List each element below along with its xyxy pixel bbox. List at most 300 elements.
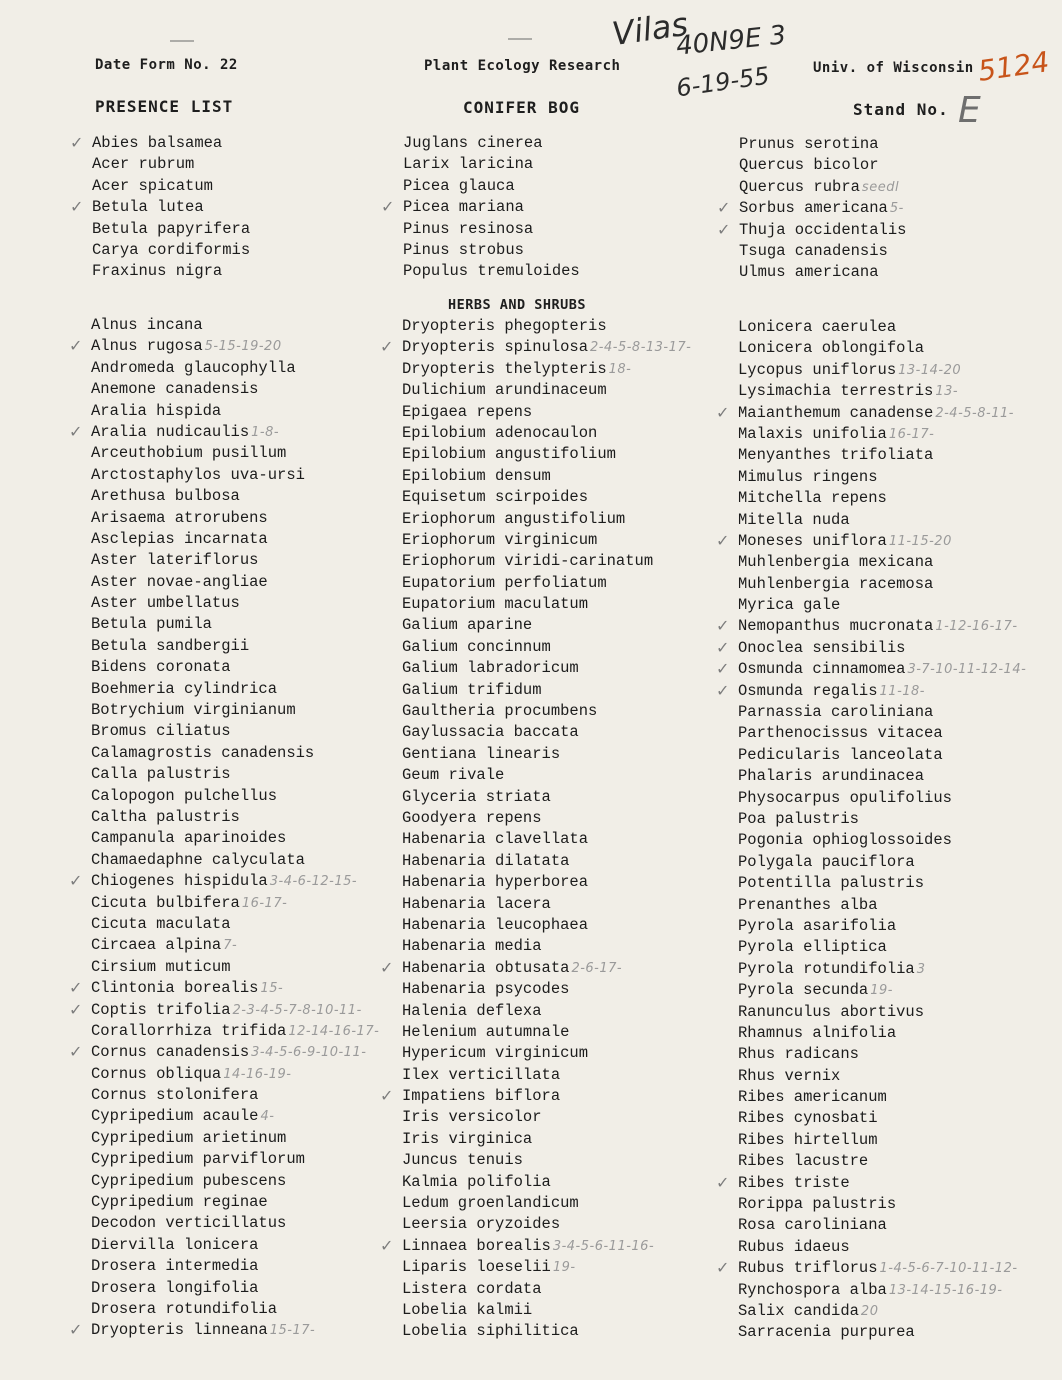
species-row [738,488,1026,509]
species-name: Clintonia borealis [91,979,259,998]
species-name: Pedicularis lanceolata [738,745,943,764]
species-name: Pinus resinosa [403,219,534,238]
species-row [91,743,379,764]
handwritten-stand-numbers: 4- [260,1109,275,1125]
species-name: Dryopteris spinulosa [402,338,589,357]
species-name: Lycopus uniflorus [738,360,897,379]
species-name: Moneses uniflora [738,531,887,550]
species-name: Iris virginica [402,1129,533,1148]
species-name: Malaxis unifolia [738,424,887,443]
species-name: Mitella nuda [738,510,850,529]
species-name: Rynchospora alba [738,1280,887,1299]
species-name: Ribes americanum [738,1088,887,1107]
species-row [91,401,379,422]
species-name: Liparis loeselii [402,1258,551,1277]
species-name: Larix laricina [403,155,534,174]
species-name: Habenaria media [402,937,542,956]
check-mark-icon: ✓ [380,337,394,357]
species-name: Pyrola elliptica [738,938,887,957]
species-row [91,850,379,871]
species-row [380,957,691,979]
species-row [738,788,1026,809]
species-row [738,595,1026,616]
species-row [738,360,1026,381]
species-name: Picea mariana [403,198,524,217]
species-name: Coptis trifolia [91,1000,231,1019]
species-row [402,1129,691,1150]
species-row [91,679,379,700]
species-row [402,380,691,401]
species-row [91,935,379,956]
species-row [402,615,691,636]
species-name: Menyanthes trifoliata [738,446,934,465]
species-row [402,1193,691,1214]
species-row [402,680,691,701]
handwritten-stand-numbers: 1-4-5-6-7-10-11-12- [879,1261,1018,1277]
species-row [738,317,1026,338]
species-name: Quercus bicolor [739,156,879,175]
stand-number-label: Stand No. [853,100,949,119]
species-row [716,402,1026,424]
species-row [402,423,691,444]
handwritten-stand-numbers: seedl [861,179,900,195]
species-row [402,1172,691,1193]
species-row [70,197,250,218]
species-row [402,551,691,572]
check-mark-icon: ✓ [69,1320,83,1340]
species-row [402,1300,691,1321]
species-name: Prunus serotina [739,135,879,153]
handwritten-stand-numbers: 2-4-5-8-11- [935,405,1014,421]
species-row [92,176,250,197]
form-number: Date Form No. 22 [95,57,238,73]
species-row [69,336,379,357]
species-row [91,1149,379,1170]
species-name: Carya cordiformis [92,240,251,259]
species-row [91,1128,379,1149]
species-row [91,379,379,400]
species-name: Epigaea repens [402,402,533,421]
species-row [402,851,691,872]
species-row [91,807,379,828]
species-name: Cypripedium parviflorum [91,1150,305,1169]
species-row [92,240,250,261]
species-name: Helenium autumnale [402,1022,570,1041]
handwritten-catalog-number: 5124 [976,45,1052,88]
species-name: Kalmia polifolia [402,1172,551,1191]
species-name: Epilobium angustifolium [402,445,616,464]
species-row [91,1171,379,1192]
species-name: Rosa caroliniana [738,1216,887,1235]
species-row [716,659,1027,680]
species-row [91,1256,379,1277]
species-name: Aralia nudicaulis [91,422,250,441]
species-name: Aster lateriflorus [91,551,259,570]
handwritten-stand-numbers: 12-14-16-17- [288,1023,380,1039]
species-name: Osmunda regalis [738,681,878,700]
species-name: Cicuta maculata [91,914,231,933]
check-mark-icon: ✓ [716,1172,730,1192]
species-row [402,872,691,893]
species-row [739,155,906,176]
check-mark-icon: ✓ [380,957,394,977]
handwritten-stand-numbers: 13-14-15-16-19- [888,1282,1003,1298]
species-name: Drosera rotundifolia [91,1299,278,1318]
species-name: Rorippa palustris [738,1195,897,1214]
species-name: Lobelia kalmii [402,1300,533,1319]
species-row [402,744,691,765]
species-name: Dryopteris thelypteris [402,359,607,378]
species-name: Muhlenbergia racemosa [738,574,934,593]
species-row [738,1108,1026,1129]
species-row [738,424,1026,445]
check-mark-icon: ✓ [716,1258,730,1278]
herbs-shrubs-heading: HERBS AND SHRUBS [448,297,587,313]
species-row [402,1065,691,1086]
species-name: Parnassia caroliniana [738,703,934,722]
species-row [402,787,691,808]
species-name: Arctostaphylos uva-ursi [91,465,305,484]
species-row [738,895,1026,916]
handwritten-stand-numbers: 1-8- [251,424,280,440]
species-row [738,766,1026,787]
species-name: Maianthemum canadense [738,403,934,422]
species-row [380,337,692,358]
species-row [738,552,1026,573]
handwritten-stand-numbers: 15- [260,981,284,997]
species-row [402,829,691,850]
species-name: Juncus tenuis [402,1151,523,1170]
species-row [738,1066,1026,1087]
handwritten-stand-numbers: 3 [916,961,926,977]
species-row [91,1278,379,1299]
herbs-column-1 [69,315,380,1342]
species-row [91,1106,379,1127]
handwritten-stand-numbers: 14-16-19- [223,1066,292,1082]
species-name: Aster novae-angliae [91,572,268,591]
species-row [402,316,691,337]
species-name: Eriophorum angustifolium [402,509,626,528]
check-mark-icon: ✓ [380,1235,394,1255]
species-row [69,1042,379,1063]
species-name: Abies balsamea [92,134,223,152]
check-mark-icon: ✓ [380,1086,394,1106]
species-name: Betula papyrifera [92,219,251,238]
species-name: Calopogon pulchellus [91,786,278,805]
species-row [738,510,1026,531]
species-name: Cypripedium pubescens [91,1171,287,1190]
species-name: Dryopteris linneana [91,1321,268,1340]
species-name: Betula lutea [92,198,204,217]
species-row [91,593,379,614]
check-mark-icon: ✓ [381,197,395,217]
species-row [92,219,250,240]
species-row [738,1130,1026,1151]
trees-column-2 [381,133,580,283]
species-name: Fraxinus nigra [92,262,223,281]
handwritten-stand-numbers: 5- [889,201,904,217]
species-name: Epilobium adenocaulon [402,423,598,442]
species-row [91,721,379,742]
trees-column-1 [70,133,251,283]
check-mark-icon: ✓ [69,871,83,891]
species-name: Calamagrostis canadensis [91,743,315,762]
species-row [92,261,250,282]
species-name: Quercus rubra [739,177,860,196]
species-name: Ribes lacustre [738,1152,869,1171]
species-name: Leersia oryzoides [402,1215,561,1234]
check-mark-icon: ✓ [70,197,84,217]
species-name: Botrychium virginianum [91,701,296,720]
species-name: Aster umbellatus [91,594,240,613]
species-name: Phalaris arundinacea [738,767,925,786]
species-row [738,381,1026,402]
species-row [91,465,379,486]
species-row [738,959,1026,980]
species-name: Geum rivale [402,766,505,785]
handwritten-location-code: 40N9E 3 [674,20,788,62]
species-row [91,957,379,978]
species-row [738,1215,1026,1236]
species-name: Andromeda glaucophylla [91,358,296,377]
species-name: Physocarpus opulifolius [738,788,952,807]
check-mark-icon: ✓ [716,680,730,700]
handwritten-stand-numbers: 16-17- [888,426,935,442]
species-row [91,893,379,914]
species-name: Lonicera oblongifola [738,339,925,358]
species-row [402,1043,691,1064]
species-row [402,444,691,465]
species-row [91,764,379,785]
species-name: Impatiens biflora [402,1087,561,1106]
species-name: Galium aparine [402,616,533,635]
species-row [402,402,691,423]
species-row [716,530,1026,552]
species-name: Rhamnus alnifolia [738,1023,897,1042]
species-row [402,637,691,658]
handwritten-stand-numbers: 18- [608,361,632,377]
species-name: Sarracenia purpurea [738,1323,915,1342]
check-mark-icon: ✓ [716,637,730,657]
handwritten-stand-numbers: 15-17- [269,1323,316,1339]
species-name: Rhus radicans [738,1045,859,1064]
species-name: Asclepias incarnata [91,529,268,548]
species-name: Myrica gale [738,596,841,615]
species-row [91,786,379,807]
species-row [402,1257,691,1278]
species-name: Campanula aparinoides [91,829,287,848]
species-row [739,262,906,283]
species-name: Salix candida [738,1301,859,1320]
check-mark-icon: ✓ [70,133,84,152]
species-row [91,1064,379,1085]
species-name: Goodyera repens [402,808,542,827]
check-mark-icon: ✓ [69,336,83,356]
species-row [717,198,906,219]
species-row [402,979,691,1000]
species-name: Chiogenes hispidula [91,872,268,891]
presence-list-heading: PRESENCE LIST [95,97,234,116]
species-name: Equisetum scirpoides [402,488,589,507]
species-name: Anemone canadensis [91,380,259,399]
species-row [738,1044,1026,1065]
organization-title: Plant Ecology Research [424,58,621,74]
species-name: Habenaria psycodes [402,980,570,999]
species-name: Cypripedium acaule [91,1107,259,1126]
species-name: Acer spicatum [92,176,213,195]
species-name: Gentiana linearis [402,744,561,763]
species-name: Betula sandbergii [91,636,250,655]
top-mark [508,38,532,40]
species-name: Glyceria striata [402,787,551,806]
species-name: Aralia hispida [91,401,222,420]
species-name: Habenaria clavellata [402,830,589,849]
species-row [738,1087,1026,1108]
species-name: Habenaria hyperborea [402,873,589,892]
handwritten-county: Vilas [609,4,691,54]
species-name: Rhus vernix [738,1066,841,1085]
handwritten-stand-numbers: 2-4-5-8-13-17- [590,340,692,356]
species-name: Galium labradoricum [402,659,579,678]
species-name: Pogonia ophioglossoides [738,831,952,850]
check-mark-icon: ✓ [716,616,730,636]
species-row [91,1235,379,1256]
species-row [69,999,379,1021]
species-name: Prenanthes alba [738,895,878,914]
handwritten-stand-numbers: 2-6-17- [571,960,623,976]
species-row [91,443,379,464]
species-name: Lonicera caerulea [738,318,897,336]
species-name: Acer rubrum [92,155,195,174]
species-name: Linnaea borealis [402,1236,551,1255]
species-row [738,916,1026,937]
species-name: Cicuta bulbifera [91,893,240,912]
species-row [738,467,1026,488]
species-name: Drosera intermedia [91,1257,259,1276]
species-row [402,1214,691,1235]
species-name: Pyrola rotundifolia [738,959,915,978]
species-name: Bidens coronata [91,658,231,677]
species-name: Ilex verticillata [402,1065,561,1084]
species-row [402,487,691,508]
species-row [716,680,1026,702]
herbs-column-3 [716,317,1027,1344]
herbs-column-2 [380,316,692,1343]
check-mark-icon: ✓ [69,978,83,998]
handwritten-stand-numbers: 20 [860,1303,879,1319]
species-row [738,1194,1026,1215]
species-row [91,1085,379,1106]
species-row [91,508,379,529]
species-row [91,550,379,571]
handwritten-stand-numbers: 19- [552,1260,576,1276]
species-row [402,359,691,380]
species-row [91,1213,379,1234]
species-name: Betula pumila [91,615,212,634]
species-name: Eriophorum viridi-carinatum [402,552,654,571]
species-row [91,700,379,721]
handwritten-stand-numbers: 19- [870,983,893,999]
species-row [402,1279,691,1300]
species-row [403,133,580,154]
species-row [70,133,250,154]
species-row [402,1107,691,1128]
species-row [91,358,379,379]
handwritten-stand-numbers: 3-4-5-6-9-10-11- [251,1045,367,1061]
species-row [738,574,1026,595]
species-name: Corallorrhiza trifida [91,1021,287,1040]
species-row [91,529,379,550]
species-name: Ribes triste [738,1173,850,1192]
species-row [69,1320,379,1341]
species-row [91,486,379,507]
species-row [380,1235,691,1257]
species-row [402,936,691,957]
species-row [69,421,379,443]
species-row [402,1321,691,1342]
handwritten-stand-numbers: 3-7-10-11-12-14- [907,662,1027,678]
species-row [402,594,691,615]
species-row [92,154,250,175]
species-row [738,830,1026,851]
species-name: Lobelia siphilitica [402,1322,579,1341]
species-name: Habenaria lacera [402,894,551,913]
species-name: Ranunculus abortivus [738,1002,925,1021]
species-name: Cornus stolonifera [91,1086,259,1105]
species-row [402,765,691,786]
handwritten-stand-numbers: 2-3-4-5-7-8-10-11- [232,1002,362,1018]
species-name: Alnus incana [91,316,203,334]
species-name: Diervilla lonicera [91,1235,259,1254]
species-name: Chamaedaphne calyculata [91,850,305,869]
species-row [91,1299,379,1320]
species-name: Cornus canadensis [91,1043,250,1062]
species-name: Gaylussacia baccata [402,723,579,742]
species-name: Habenaria dilatata [402,851,570,870]
university-name: Univ. of Wisconsin [813,60,974,76]
species-name: Galium concinnum [402,637,551,656]
species-name: Ulmus americana [739,263,879,282]
species-name: Rubus triflorus [738,1259,878,1278]
species-name: Sorbus americana [739,199,888,218]
species-name: Pyrola secunda [738,981,869,1000]
check-mark-icon: ✓ [69,999,83,1019]
species-name: Pinus strobus [403,240,524,259]
species-row [91,828,379,849]
species-name: Caltha palustris [91,807,240,826]
species-name: Galium trifidum [402,680,542,699]
species-row [403,240,580,261]
species-row [91,657,379,678]
check-mark-icon: ✓ [69,1042,83,1062]
species-row [91,914,379,935]
species-name: Bromus ciliatus [91,722,231,741]
species-row [738,980,1026,1001]
species-name: Mimulus ringens [738,467,878,486]
species-row [402,1022,691,1043]
species-name: Arceuthobium pusillum [91,444,287,463]
species-row [402,658,691,679]
species-row [738,745,1026,766]
handwritten-stand-numbers: 13-14-20 [898,362,962,378]
species-name: Gaultheria procumbens [402,702,598,721]
species-row [402,573,691,594]
species-row [738,937,1026,958]
species-name: Arisaema atrorubens [91,508,268,527]
species-row [402,722,691,743]
species-name: Cypripedium reginae [91,1193,268,1212]
species-row [403,154,580,175]
